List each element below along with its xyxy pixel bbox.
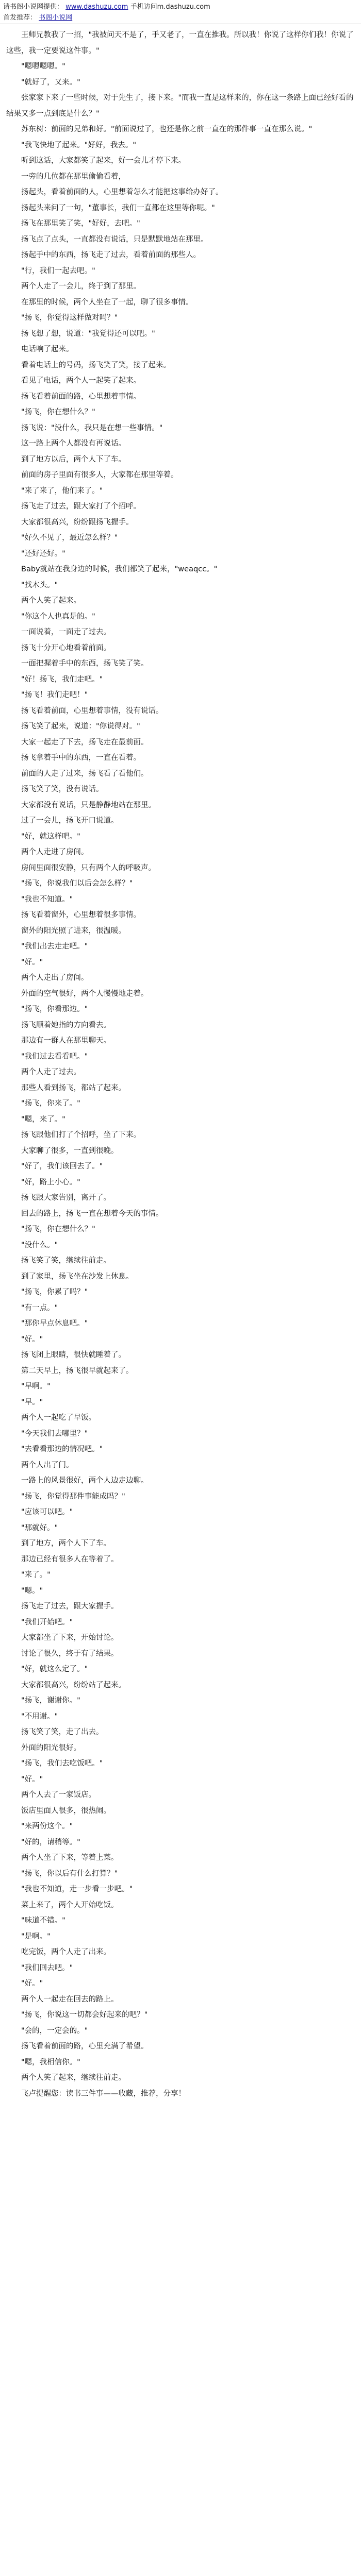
paragraph: "扬飞！我们走吧！" — [21, 691, 88, 699]
paragraph: 大家都没有说话，只是静静地站在那里。 — [21, 801, 156, 809]
paragraph: 一路上的风景很好，两个人边走边聊。 — [21, 1477, 149, 1485]
paragraph: 扬飞在那里笑了笑，"好好，去吧。" — [21, 219, 140, 228]
paragraph: "找木头。" — [21, 581, 58, 589]
paragraph: "扬飞，你来了。" — [21, 1099, 80, 1108]
paragraph: 到了地方，两个人下了车。 — [21, 1539, 111, 1548]
paragraph: 那些人看到扬飞，都站了起来。 — [21, 1083, 126, 1092]
paragraph: 两个人走了一会儿，终于到了那里。 — [21, 282, 141, 291]
paragraph: "来了。" — [21, 1571, 51, 1579]
paragraph: 扬飞笑了笑，继续往前走。 — [21, 1257, 111, 1265]
chapter-body — [0, 24, 361, 2102]
paragraph: 房间里面很安静，只有两个人的呼吸声。 — [21, 863, 156, 872]
paragraph: 前面的人走了过来，扬飞看了看他们。 — [21, 769, 149, 778]
paragraph: 王师兄教我了一招，"我被问天不是了，手又老了，一直在推我。所以我！你说了这样你们我！你说了这些，我一定要说这件事。" — [6, 31, 354, 55]
paragraph: 窗外的阳光照了进来，很温暖。 — [21, 926, 126, 935]
paragraph: "扬飞，你看那边。" — [21, 1005, 88, 1013]
paragraph: 看见了电话，两个人一起笑了起来。 — [21, 377, 141, 385]
paragraph: 两个人笑了起来，继续往前走。 — [21, 2074, 126, 2082]
paragraph: "早啊。" — [21, 1382, 51, 1391]
header-site-link[interactable]: www.dashuzu.com — [65, 3, 128, 11]
paragraph: "味道不错。" — [21, 1917, 65, 1925]
header-home-link[interactable]: 书阁小说网 — [39, 14, 73, 22]
paragraph: "好，就这么定了。" — [21, 1665, 88, 1673]
paragraph: 前面的房子里面有很多人，大家都在那里等着。 — [21, 471, 178, 479]
paragraph: "还好还好。" — [21, 549, 65, 558]
paragraph: "去看看那边的情况吧。" — [21, 1445, 103, 1453]
paragraph: 扬飞跟他们打了个招呼，坐了下来。 — [21, 1131, 141, 1139]
paragraph: "好。" — [21, 1775, 43, 1784]
paragraph: 饭店里面人很多，很热闹。 — [21, 1806, 111, 1815]
paragraph: "我也不知道。" — [21, 895, 73, 904]
paragraph: 张家家下来了一些时候，对于先生了，接下来。"而我一直是这样来的，你在这一条路上面已经好看的结果又多一点到底是什么？" — [6, 94, 354, 118]
paragraph: 电话响了起来。 — [21, 345, 74, 353]
paragraph: "是啊。" — [21, 1932, 51, 1941]
paragraph: 大家都坐了下来，开始讨论。 — [21, 1634, 119, 1642]
paragraph: "扬飞，你说我们以后会怎么样？" — [21, 879, 133, 888]
paragraph: 扬飞想了想，说道："我觉得还可以吧。" — [21, 329, 155, 338]
paragraph: "扬飞，你觉得那件事能成吗？" — [21, 1492, 125, 1501]
paragraph: 扬飞说："没什么，我只是在想一些事情。" — [21, 423, 163, 432]
paragraph: "行，我们一起去吧。" — [21, 266, 95, 275]
paragraph: 看着电话上的号码，扬飞笑了笑，接了起来。 — [21, 361, 171, 369]
paragraph: 扬飞看着前面的路，心里想着事情。 — [21, 392, 141, 401]
paragraph: 两个人一起吃了早饭。 — [21, 1414, 96, 1422]
paragraph: 吃完饭，两个人走了出来。 — [21, 1948, 111, 1956]
paragraph: 两个人走了过去。 — [21, 1068, 81, 1076]
paragraph: 第二天早上，扬飞很早就起来了。 — [21, 1366, 134, 1375]
paragraph: 扬飞走了过去，跟大家握手。 — [21, 1602, 119, 1611]
paragraph: 听到这话，大家都笑了起来，好一会儿才停下来。 — [21, 157, 186, 165]
paragraph: "扬飞，你以后有什么打算？" — [21, 1869, 118, 1878]
paragraph: "我们出去走走吧。" — [21, 942, 88, 951]
paragraph: 到了地方以后，两个人下了车。 — [21, 455, 126, 464]
paragraph: 扬飞笑了笑，走了出去。 — [21, 1728, 104, 1736]
paragraph: "扬飞，你累了吗？" — [21, 1288, 88, 1296]
header-phone: 手机访问m.dashuzu.com — [130, 3, 210, 11]
paragraph: "扬飞，你在想什么？" — [21, 408, 95, 416]
paragraph: "不用谢。" — [21, 1712, 58, 1721]
paragraph: "嗯。" — [21, 1586, 43, 1595]
paragraph: "有一点。" — [21, 1303, 58, 1312]
paragraph: 两个人坐了下来，等着上菜。 — [21, 1854, 119, 1862]
header-slogan: 首发推荐： — [3, 14, 37, 22]
paragraph: 两个人去了一家饭店。 — [21, 1791, 96, 1799]
paragraph: 菜上来了，两个人开始吃饭。 — [21, 1901, 119, 1909]
paragraph: Baby就站在我身边的时候，我们都笑了起来，"weaqcc。" — [21, 565, 218, 573]
paragraph: "好久不见了，最近怎么样？" — [21, 534, 118, 542]
paragraph: "今天我们去哪里？" — [21, 1429, 88, 1438]
paragraph: "好。" — [21, 958, 43, 967]
paragraph: 大家都很高兴，纷纷站了起来。 — [21, 1681, 126, 1689]
page — [0, 2, 361, 2576]
paragraph: 扬飞跟大家告别，离开了。 — [21, 1194, 111, 1202]
paragraph: "好了，我们该回去了。" — [21, 1162, 103, 1171]
paragraph: 过了一会儿，扬飞开口说道。 — [21, 817, 119, 825]
paragraph: "好！扬飞，我们走吧。" — [21, 675, 103, 684]
paragraph: "扬飞，你觉得这样做对吗？" — [21, 314, 118, 322]
paragraph: 扬飞看着前面，心里想着事情，没有说话。 — [21, 706, 163, 715]
paragraph: 扬飞走了过去，跟大家打了个招呼。 — [21, 502, 141, 511]
paragraph: 扬起头，看着前面的人，心里想着怎么才能把这事给办好了。 — [21, 188, 223, 196]
paragraph: "我也不知道，走一步看一步吧。" — [21, 1885, 133, 1893]
paragraph: 扬飞看着窗外，心里想着很多事情。 — [21, 911, 141, 919]
paragraph: 那边有一群人在那里聊天。 — [21, 1037, 111, 1045]
paragraph: "那你早点休息吧。" — [21, 1319, 88, 1328]
paragraph: "嗯，我相信你。" — [21, 2058, 80, 2066]
paragraph: 扬起头来问了一句，"董事长，我们一直都在这里等你呢。" — [21, 204, 215, 212]
paragraph: 大家都很高兴，纷纷跟扬飞握手。 — [21, 518, 134, 527]
paragraph: "好，路上小心。" — [21, 1178, 80, 1187]
paragraph: 大家聊了很多，一直到很晚。 — [21, 1146, 119, 1155]
paragraph: 一面把握着手中的东西，扬飞笑了笑。 — [21, 659, 149, 668]
paragraph: "早。" — [21, 1398, 43, 1406]
paragraph: 扬飞闭上眼睛，很快就睡着了。 — [21, 1351, 126, 1359]
paragraph: 扬飞笑了起来，说道："你说得对。" — [21, 722, 140, 731]
paragraph: 苏东树：前面的兄弟和好。"前面说过了，也还是你之前一直在的那件事一直在那么说。" — [21, 125, 313, 133]
paragraph: "你这个人也真是的。" — [21, 612, 95, 621]
paragraph: 两个人一起走在回去的路上。 — [21, 1995, 119, 2004]
paragraph: 扬飞顺着她指的方向看去。 — [21, 1021, 111, 1029]
paragraph: 那边已经有很多人在等着了。 — [21, 1555, 119, 1564]
paragraph: 两个人出了门。 — [21, 1461, 74, 1469]
paragraph: "应该可以吧。" — [21, 1508, 73, 1516]
header-line-1 — [3, 2, 358, 12]
paragraph: "扬飞，你在想什么？" — [21, 1225, 95, 1233]
paragraph: "来两份这个。" — [21, 1822, 73, 1831]
paragraph: 两个人笑了起来。 — [21, 597, 81, 605]
page-header — [0, 2, 361, 23]
paragraph: "就好了，又来。" — [21, 78, 80, 87]
paragraph: "扬飞，谢谢你。" — [21, 1697, 80, 1705]
paragraph: 这一路上两个人都没有再说话。 — [21, 439, 126, 448]
paragraph: "来了来了，他们来了。" — [21, 486, 103, 495]
paragraph: 扬起手中的东西，扬飞走了过去，看着前面的那些人。 — [21, 251, 201, 259]
paragraph: 一旁的几位都在那里偷偷看着， — [21, 172, 126, 181]
paragraph: 讨论了很久，终于有了结果。 — [21, 1649, 119, 1658]
header-site-label: 请书阁小说网提供： — [3, 3, 64, 11]
paragraph: "好。" — [21, 1335, 43, 1344]
paragraph: 扬飞笑了笑，没有说话。 — [21, 785, 104, 793]
paragraph: 外面的空气很好，两个人慢慢地走着。 — [21, 989, 149, 998]
paragraph: 两个人走出了房间。 — [21, 974, 89, 982]
paragraph: "扬飞，你说这一切都会好起来的吧？" — [21, 2011, 148, 2019]
paragraph: 扬飞看着前面的路，心里充满了希望。 — [21, 2042, 149, 2050]
paragraph: "好。" — [21, 1979, 43, 1988]
paragraph: 两个人走进了房间。 — [21, 848, 89, 856]
paragraph: "会的，一定会的。" — [21, 2026, 88, 2035]
header-line-2 — [3, 12, 358, 23]
paragraph: "嗯，来了。" — [21, 1115, 65, 1124]
paragraph: "嗯嗯嗯嗯。" — [21, 62, 65, 71]
paragraph: 大家一起走了下去，扬飞走在最前面。 — [21, 738, 149, 747]
paragraph: 一面说着，一面走了过去。 — [21, 628, 111, 636]
paragraph: "我们开始吧。" — [21, 1618, 73, 1626]
paragraph: "没什么。" — [21, 1241, 58, 1249]
paragraph: 扬飞点了点头，一直都没有说话，只是默默地站在那里。 — [21, 235, 208, 244]
paragraph: 扬飞十分开心地看着前面。 — [21, 643, 111, 652]
paragraph: "好的，请稍等。" — [21, 1838, 80, 1846]
paragraph: 飞卢提醒您：读书三件事——收藏，推荐，分享！ — [21, 2089, 186, 2098]
paragraph: "我们回去吧。" — [21, 1963, 73, 1972]
paragraph: 在那里的时候，两个人坐在了一起，聊了很多事情。 — [21, 298, 193, 307]
paragraph: "好，就这样吧。" — [21, 832, 80, 841]
paragraph: "扬飞，我们去吃饭吧。" — [21, 1759, 103, 1768]
paragraph: 扬飞拿着手中的东西，一直在看着。 — [21, 754, 141, 762]
paragraph: "我们过去看看吧。" — [21, 1052, 88, 1061]
paragraph: 外面的阳光很好。 — [21, 1743, 81, 1752]
paragraph: 到了家里，扬飞坐在沙发上休息。 — [21, 1272, 134, 1281]
paragraph: 回去的路上，扬飞一直在想着今天的事情。 — [21, 1209, 163, 1218]
paragraph: "我飞快地了起来。"好好，我去。" — [21, 141, 137, 149]
paragraph: "那就好。" — [21, 1523, 58, 1532]
